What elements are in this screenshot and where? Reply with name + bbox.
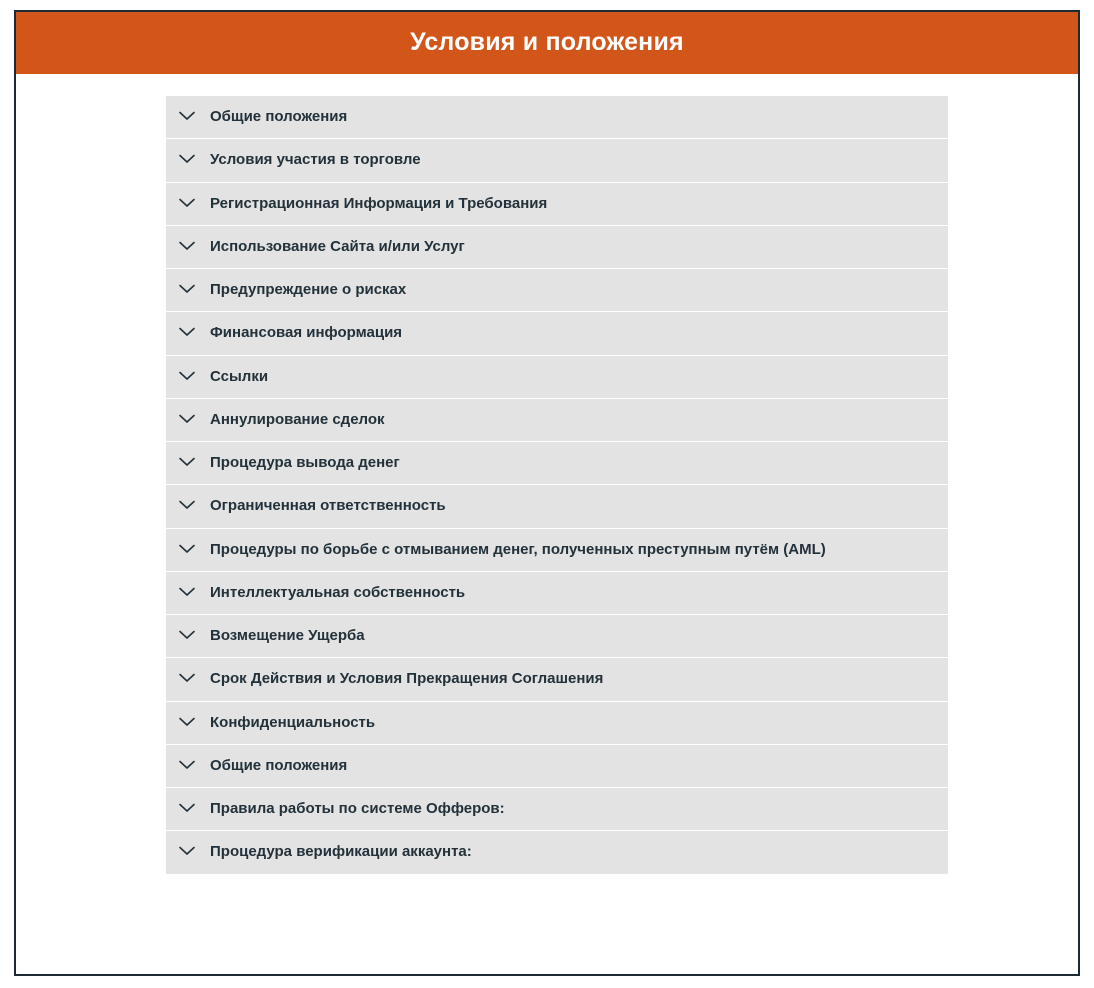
terms-accordion [166,96,948,874]
page-title: Условия и положения [410,28,684,57]
accordion-item-18[interactable] [166,831,948,873]
chevron-down-icon[interactable] [176,799,198,817]
accordion-item-label: Условия участия в торговле [210,151,421,169]
chevron-down-icon[interactable] [176,107,198,125]
accordion-item-9[interactable] [166,442,948,484]
chevron-down-icon[interactable] [176,496,198,514]
panel-body [16,74,1078,974]
accordion-item-label: Возмещение Ущерба [210,627,365,644]
chevron-down-icon[interactable] [176,842,198,860]
accordion-item-14[interactable] [166,658,948,700]
chevron-down-icon[interactable] [176,323,198,341]
accordion-item-12[interactable] [166,572,948,614]
chevron-down-icon[interactable] [176,583,198,601]
accordion-item-label: Конфиденциальность [210,713,376,731]
accordion-item-label: Процедура вывода денег [210,454,400,471]
accordion-item-label: Предупреждение о рисках [210,281,407,298]
accordion-item-13[interactable] [166,615,948,657]
accordion-item-label: Аннулирование сделок [210,410,385,428]
accordion-item-1[interactable] [166,96,948,138]
accordion-item-label: Регистрационная Информация и Требования [210,194,548,212]
accordion-item-2[interactable] [166,139,948,181]
accordion-item-16[interactable] [166,745,948,787]
accordion-item-5[interactable] [166,269,948,311]
chevron-down-icon[interactable] [176,713,198,731]
accordion-item-label: Использование Сайта и/или Услуг [210,237,465,255]
accordion-item-label: Правила работы по системе Офферов: [210,800,505,817]
chevron-down-icon[interactable] [176,367,198,385]
accordion-item-17[interactable] [166,788,948,830]
chevron-down-icon[interactable] [176,150,198,168]
chevron-down-icon[interactable] [176,540,198,558]
accordion-item-6[interactable] [166,312,948,354]
accordion-item-15[interactable] [166,702,948,744]
accordion-item-3[interactable] [166,183,948,225]
chevron-down-icon[interactable] [176,756,198,774]
accordion-item-label: Ссылки [210,367,269,385]
accordion-item-label: Срок Действия и Условия Прекращения Соглашения [210,670,604,688]
accordion-item-7[interactable] [166,356,948,398]
chevron-down-icon[interactable] [176,237,198,255]
accordion-item-11[interactable] [166,529,948,571]
chevron-down-icon[interactable] [176,194,198,212]
terms-panel [14,10,1080,976]
chevron-down-icon[interactable] [176,626,198,644]
accordion-item-10[interactable] [166,485,948,527]
accordion-item-label: Процедура верификации аккаунта: [210,843,472,861]
accordion-item-label: Процедуры по борьбе с отмыванием денег, полученных преступным путём (AML) [210,540,826,558]
accordion-item-label: Ограниченная ответственность [210,497,446,515]
accordion-item-label: Финансовая информация [210,324,403,342]
chevron-down-icon[interactable] [176,453,198,471]
chevron-down-icon[interactable] [176,280,198,298]
accordion-item-4[interactable] [166,226,948,268]
panel-header [16,12,1078,74]
accordion-item-8[interactable] [166,399,948,441]
accordion-item-label: Общие положения [210,108,348,125]
accordion-item-label: Общие положения [210,756,348,774]
chevron-down-icon[interactable] [176,410,198,428]
accordion-item-label: Интеллектуальная собственность [210,583,466,601]
chevron-down-icon[interactable] [176,669,198,687]
